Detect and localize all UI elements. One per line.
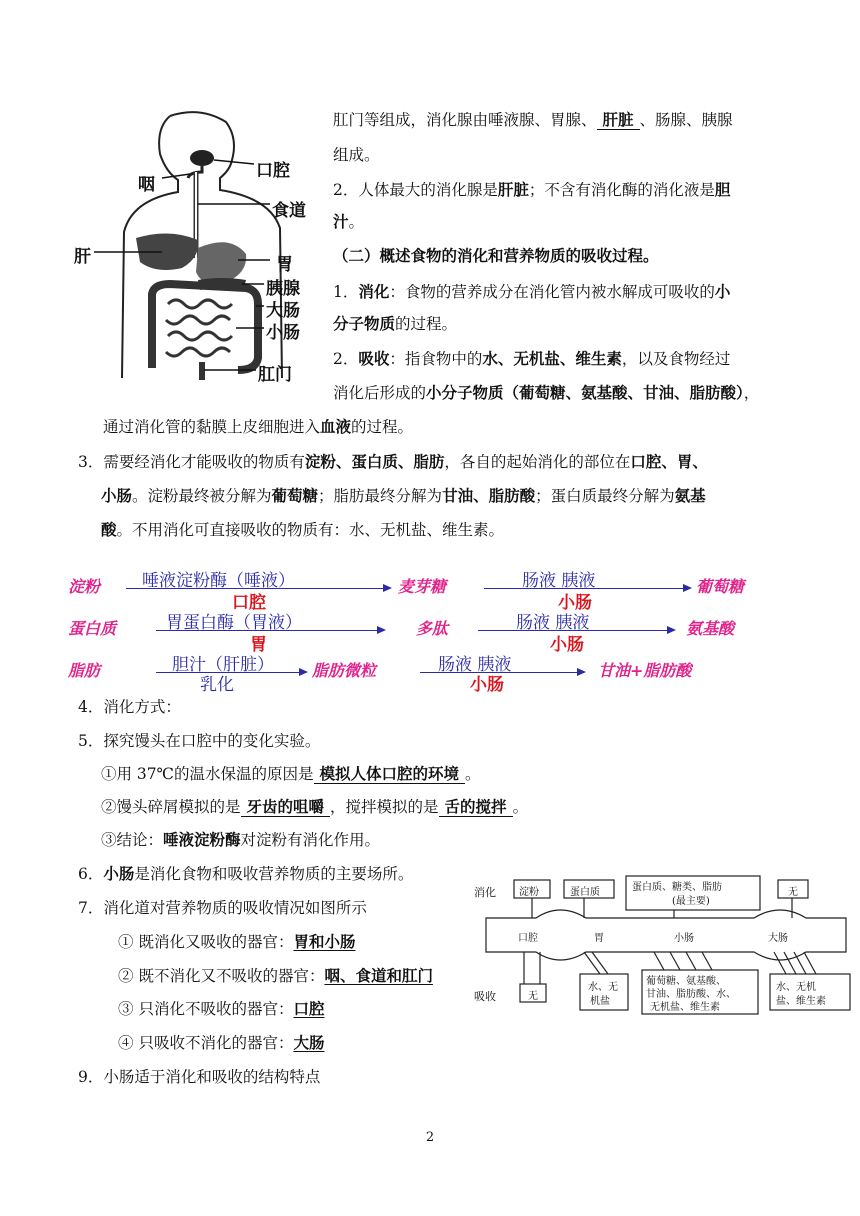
text-line: 2．吸收：指食物中的水、无机盐、维生素，以及食物经过: [333, 349, 731, 368]
text-line: 汁。: [333, 212, 365, 231]
organ-label: 胃: [594, 933, 604, 944]
flow-enzyme: 唾液淀粉酶（唾液）: [142, 571, 295, 591]
text-line: ①用 37℃的温水保温的原因是 模拟人体口腔的环境 。: [101, 764, 481, 783]
text-line: 7．消化道对营养物质的吸收情况如图所示: [78, 899, 367, 917]
digestion-flow-chart: [64, 564, 784, 695]
flow-site: 胃: [250, 635, 267, 655]
label-esophagus: 食道: [272, 201, 306, 221]
page-number: 2: [425, 1130, 435, 1145]
flow-end: 甘油+脂肪酸: [598, 661, 692, 680]
absorbed-label: 甘油、脂肪酸、水、: [646, 989, 736, 1000]
flow-end: 葡萄糖: [696, 577, 745, 596]
text-line: 2．人体最大的消化腺是肝脏；不含有消化酶的消化液是胆: [333, 180, 731, 199]
flow-site: 小肠: [470, 675, 504, 695]
label-pharynx: 咽: [138, 175, 155, 195]
text-line: 3．需要经消化才能吸收的物质有淀粉、蛋白质、脂肪，各自的起始消化的部位在口腔、胃、: [78, 452, 708, 471]
flow-mid: 麦芽糖: [398, 577, 447, 596]
label-liver: 肝: [74, 247, 91, 267]
digestive-system-illustration: [70, 108, 332, 386]
organ-label: 口腔: [518, 933, 538, 944]
text-line: 6．小肠是消化食物和吸收营养物质的主要场所。: [78, 864, 414, 883]
text-line: 分子物质的过程。: [333, 314, 458, 333]
nutrient-label: 无: [788, 887, 798, 898]
text-line: 1．消化：食物的营养成分在消化管内被水解成可吸收的小: [333, 282, 731, 301]
row-label-absorb: 吸收: [474, 990, 496, 1003]
absorbed-label: 水、无: [588, 982, 618, 993]
text-line: ③结论：唾液淀粉酶对淀粉有消化作用。: [101, 830, 381, 849]
flow-site: 口腔: [232, 593, 266, 613]
absorbed-label: 水、无机: [776, 982, 816, 993]
label-anus: 肛门: [258, 365, 292, 385]
list-item: ① 既消化又吸收的器官：胃和小肠: [118, 932, 356, 951]
text-line: 肛门等组成，消化腺由唾液腺、胃腺、 肝脏 、肠腺、胰腺: [333, 110, 733, 129]
flow-arrow: [156, 630, 384, 631]
text-line: 消化后形成的小分子物质（葡萄糖、氨基酸、甘油、脂肪酸），: [333, 383, 760, 402]
list-item: ③ 只消化不吸收的器官：口腔: [118, 999, 325, 1018]
flow-start: 脂肪: [68, 661, 101, 680]
blank-answer: 舌的搅拌: [439, 798, 513, 817]
text-line: 组成。: [333, 146, 380, 164]
flow-enzyme: 胃蛋白酶（胃液）: [166, 613, 302, 633]
flow-start: 淀粉: [68, 577, 101, 596]
flow-start: 蛋白质: [68, 619, 117, 638]
label-mouth: 口腔: [256, 161, 290, 181]
blank-answer: 牙齿的咀嚼: [241, 798, 331, 817]
absorbed-label: 机盐: [590, 996, 610, 1007]
row-label-digest: 消化: [474, 886, 496, 899]
label-pancreas: 胰腺: [266, 279, 300, 299]
nutrient-label: 淀粉: [519, 887, 539, 898]
nutrient-label: 蛋白质: [570, 887, 600, 898]
nutrient-label: (最主要): [672, 896, 710, 907]
flow-site: 小肠: [550, 635, 584, 655]
flow-enzyme: 胆汁（肝脏）: [172, 655, 274, 675]
text-line: 酸。不用消化可直接吸收的物质有：水、无机盐、维生素。: [101, 520, 505, 539]
organ-label: 小肠: [674, 933, 694, 944]
text-line: ②馒头碎屑模拟的是 牙齿的咀嚼 ，搅拌模拟的是 舌的搅拌 。: [101, 797, 529, 816]
text-line: 5．探究馒头在口腔中的变化实验。: [78, 732, 321, 750]
flow-mid: 多肽: [416, 619, 449, 638]
flow-end: 氨基酸: [686, 619, 735, 638]
absorbed-label: 无: [528, 991, 538, 1002]
absorbed-label: 无机盐、维生素: [650, 1002, 720, 1013]
text-line: 通过消化管的黏膜上皮细胞进入血液的过程。: [103, 417, 414, 436]
list-item: ④ 只吸收不消化的器官：大肠: [118, 1033, 325, 1052]
text-line: 小肠。淀粉最终被分解为葡萄糖；脂肪最终分解为甘油、脂肪酸；蛋白质最终分解为氨基: [101, 486, 706, 505]
absorbed-label: 葡萄糖、氨基酸、: [646, 976, 726, 987]
label-stomach: 胃: [276, 255, 293, 275]
flow-enzyme: 肠液 胰液: [438, 655, 512, 675]
nutrient-label: 蛋白质、糖类、脂肪: [632, 882, 722, 893]
flow-enzyme: 肠液 胰液: [516, 613, 590, 633]
list-item: ② 既不消化又不吸收的器官：咽、食道和肛门: [118, 966, 433, 985]
section-heading: （二）概述食物的消化和营养物质的吸收过程。: [333, 246, 659, 265]
text-line: 4．消化方式：: [78, 698, 181, 716]
absorbed-label: 盐、维生素: [776, 996, 826, 1007]
flow-enzyme: 肠液 胰液: [522, 571, 596, 591]
absorption-diagram: [474, 872, 854, 1022]
organ-label: 大肠: [768, 933, 788, 944]
flow-site: 乳化: [200, 675, 234, 695]
anatomy-figure: [70, 108, 332, 386]
blank-answer: 肝脏: [597, 111, 640, 130]
flow-site: 小肠: [558, 593, 592, 613]
text-line: 9．小肠适于消化和吸收的结构特点: [78, 1068, 321, 1086]
blank-answer: 模拟人体口腔的环境: [314, 765, 466, 784]
label-large-intestine: 大肠: [266, 301, 300, 321]
label-small-intestine: 小肠: [266, 323, 300, 343]
flow-mid: 脂肪微粒: [312, 661, 377, 680]
